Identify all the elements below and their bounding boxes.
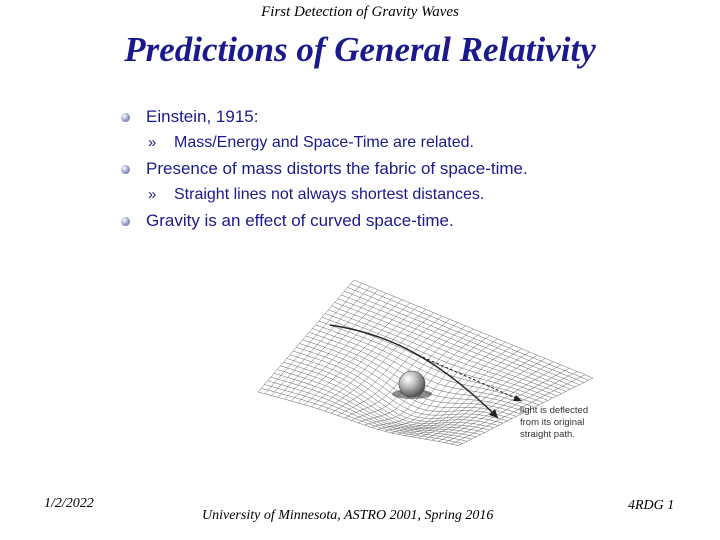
bullet-dot-icon — [121, 165, 130, 174]
grid-line — [378, 339, 497, 430]
caption-line: straight path. — [520, 429, 575, 440]
bullet-text: Einstein, 1915: — [146, 107, 259, 126]
bullet-list — [118, 104, 698, 234]
figure-caption — [520, 405, 620, 441]
caption-line: light is deflected — [520, 405, 589, 416]
sub-bullet-item — [118, 182, 698, 208]
slide-title: Predictions of General Relativity — [124, 30, 596, 69]
grid-line — [298, 300, 402, 403]
footer-date: 1/2/2022 — [44, 496, 94, 511]
grid-line — [328, 310, 557, 396]
sub-bullet-item — [118, 130, 698, 156]
bullet-item — [118, 104, 698, 130]
grid-line — [305, 303, 410, 405]
bullet-text: Presence of mass distorts the fabric of space-time. — [146, 159, 528, 178]
sub-bullet-marker: » — [148, 186, 157, 203]
sub-bullet-text: Straight lines not always shortest distances. — [174, 186, 485, 203]
caption-line: from its original — [520, 417, 585, 428]
footer-page-number: 4RDG 1 — [628, 498, 675, 513]
grid-line — [264, 385, 467, 442]
bullet-text: Gravity is an effect of curved space-time. — [146, 211, 454, 230]
bullet-dot-icon — [121, 113, 130, 122]
slide-header: First Detection of Gravity Waves — [261, 4, 459, 20]
grid-line — [268, 381, 472, 439]
grid-line — [354, 280, 593, 378]
mass-sphere — [399, 371, 425, 397]
bullet-item — [118, 208, 698, 234]
sub-bullet-text: Mass/Energy and Space-Time are related. — [174, 134, 474, 151]
grid-line — [341, 295, 575, 387]
sub-bullet-marker: » — [148, 134, 157, 151]
footer-course: University of Minnesota, ASTRO 2001, Spring 2016 — [202, 508, 494, 523]
grid-line — [332, 306, 562, 394]
bullet-dot-icon — [121, 217, 130, 226]
bullet-item — [118, 156, 698, 182]
